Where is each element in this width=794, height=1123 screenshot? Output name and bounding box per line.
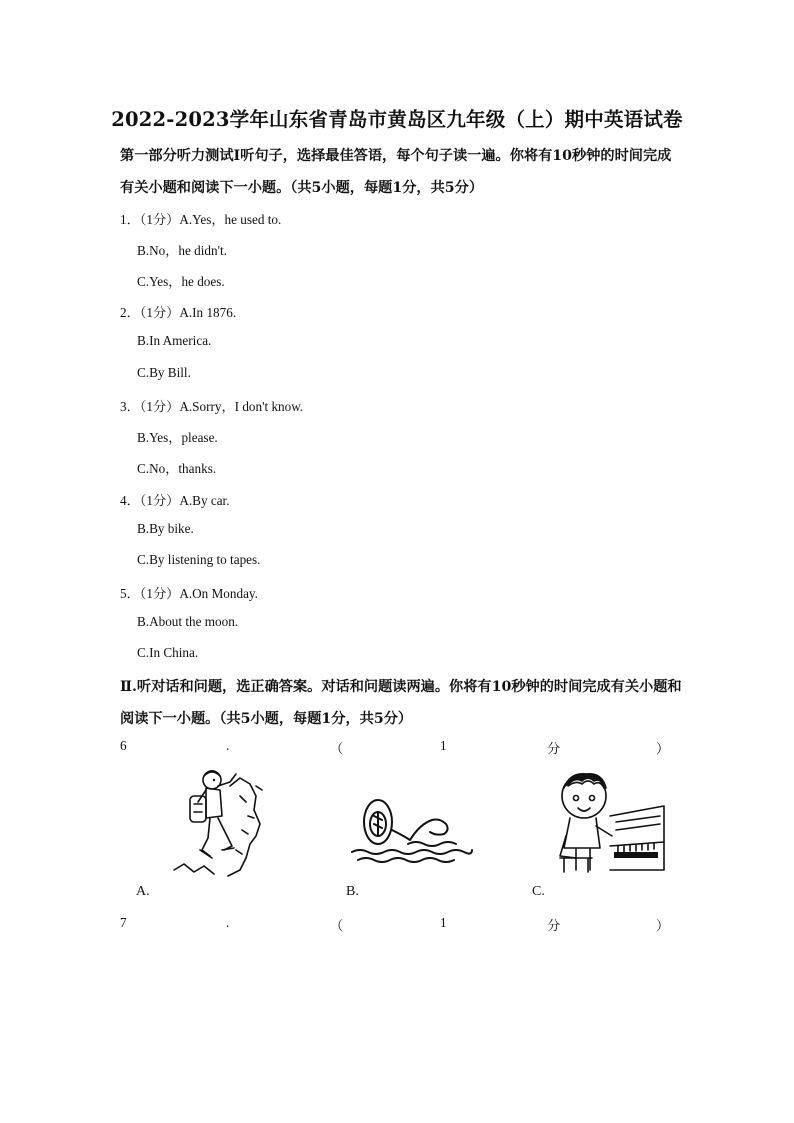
question-6-score: 1 [440, 738, 447, 753]
question-4-stem: 4．（1分）A.By car. [120, 493, 230, 508]
question-1-option-b: B.No，he didn't. [137, 243, 227, 258]
question-2-option-c: C.By Bill. [137, 365, 191, 380]
question-7-left-paren: （ [330, 918, 344, 933]
question-7-dot: . [226, 915, 230, 930]
question-5-stem: 5．（1分）A.On Monday. [120, 586, 258, 601]
part2-heading-line1: Ⅱ.听对话和问题，选正确答案。对话和问题读两遍。你将有10秒钟的时间完成有关小题和 [120, 679, 682, 695]
question-7-score-unit: 分 [547, 918, 561, 933]
question-6-option-b-label: B. [346, 884, 359, 899]
swimming-person-picture [348, 790, 476, 864]
piano-playing-boy-picture [556, 766, 668, 876]
question-7-score: 1 [440, 915, 447, 930]
question-2-option-b: B.In America. [137, 333, 212, 348]
question-5-option-b: B.About the moon. [137, 614, 239, 629]
question-7-number: 7 [120, 915, 127, 930]
question-6-option-a-label: A. [136, 884, 150, 899]
question-5-option-c: C.In China. [137, 645, 199, 660]
part1-heading-line2: 有关小题和阅读下一小题。（共5小题，每题1分，共5分） [120, 180, 484, 196]
question-7-right-paren: ） [656, 918, 670, 933]
question-2-stem: 2．（1分）A.In 1876. [120, 305, 237, 320]
question-3-stem: 3．（1分）A.Sorry，I don't know. [120, 399, 304, 414]
question-6-right-paren: ） [656, 741, 670, 756]
page-title: 2022-2023学年山东省青岛市黄岛区九年级（上）期中英语试卷 [111, 108, 683, 131]
question-6-option-c-label: C. [532, 884, 545, 899]
question-3-option-c: C.No，thanks. [137, 461, 217, 476]
question-3-option-b: B.Yes，please. [137, 430, 218, 445]
question-6-score-unit: 分 [547, 741, 561, 756]
question-1-option-c: C.Yes，he does. [137, 274, 225, 289]
question-4-option-b: B.By bike. [137, 521, 194, 536]
question-6-dot: . [226, 738, 230, 753]
question-6-number: 6 [120, 738, 127, 753]
part2-heading-line2: 阅读下一小题。（共5小题，每题1分，共5分） [120, 711, 413, 727]
question-4-option-c: C.By listening to tapes. [137, 552, 261, 567]
question-6-left-paren: （ [330, 741, 344, 756]
question-1-stem: 1．（1分）A.Yes，he used to. [120, 212, 282, 227]
climbing-person-picture [170, 766, 268, 878]
part1-heading-line1: 第一部分听力测试Ⅰ听句子，选择最佳答语，每个句子读一遍。你将有10秒钟的时间完成 [120, 148, 672, 164]
